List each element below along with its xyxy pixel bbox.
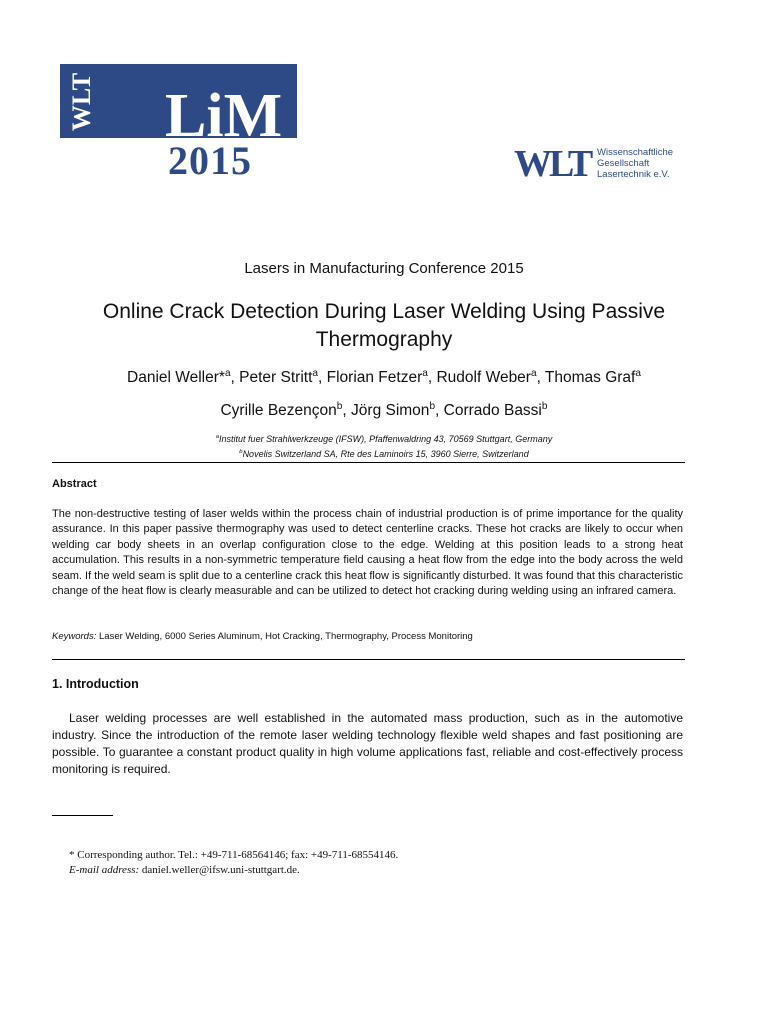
footnote-divider (52, 815, 113, 816)
divider (52, 659, 685, 660)
affiliation: $^b$Novelis Switzerland SA, Rte des Laminoirs 15, 3960 Sierre, Switzerland (239, 449, 529, 459)
logo-block-text: WLT (67, 72, 96, 132)
logo-word-text: LiM (165, 82, 283, 150)
footnote-corresponding-author: * Corresponding author. Tel.: +49-711-68564146; fax: +49-711-68554146. (69, 849, 399, 861)
author: Thomas Graf$^a$ (544, 367, 641, 386)
email-address: daniel.weller@ifsw.uni-stuttgart.de. (139, 864, 300, 876)
abstract-heading: Abstract (52, 478, 97, 490)
wlt-society-logo (514, 140, 684, 182)
author: Peter Stritt$^a$, (239, 367, 327, 386)
society-name-line: Wissenschaftliche (597, 147, 674, 158)
divider (52, 462, 685, 463)
affiliation: $^a$Institut fuer Strahlwerkzeuge (IFSW), Pfaffenwaldring 43, 70569 Stuttgart, Germany (215, 434, 553, 444)
author: Florian Fetzer$^a$, (326, 367, 437, 386)
paper-title (0, 298, 768, 354)
society-name-line: Lasertechnik e.V. (597, 169, 670, 180)
author: Rudolf Weber$^a$, (436, 367, 545, 386)
keywords-label: Keywords: (52, 631, 97, 642)
author-list-line2 (0, 402, 768, 420)
logo-year-text: 2015 (168, 138, 252, 178)
author: Jörg Simon$^b$, (351, 400, 444, 419)
society-name-line: Gesellschaft (597, 158, 650, 169)
email-label: E-mail address: (69, 864, 140, 876)
section-paragraph: Laser welding processes are well established in the automated mass production, such as in the automotive industry. Since the introduction of the remote laser welding technology flexible weld shapes and fast positioning are possible. To guarantee a constant product quality in high volume applications fast, reliable and cost-effectively process monitoring is required. (52, 711, 683, 776)
title-line: Thermography (315, 328, 453, 351)
keywords-text: Laser Welding, 6000 Series Aluminum, Hot Cracking, Thermography, Process Monitoring (96, 631, 473, 642)
lim-2015-logo (60, 62, 300, 178)
title-line: Online Crack Detection During Laser Welding Using Passive (102, 300, 666, 323)
keywords (52, 631, 692, 642)
footnote-email (69, 864, 300, 876)
conference-name: Lasers in Manufacturing Conference 2015 (244, 260, 524, 277)
author: Corrado Bassi$^b$ (443, 400, 548, 419)
society-mark-text: WLT (514, 143, 591, 182)
author: Cyrille Bezençon$^b$, (220, 400, 352, 419)
section-heading: 1. Introduction (52, 677, 139, 691)
author-list-line1 (0, 369, 768, 387)
author: Daniel Weller*$^a$, (127, 367, 240, 386)
abstract-text: The non-destructive testing of laser welds within the process chain of industrial production is of prime importance for the quality assurance. In this paper passive thermography was used to detect centerline cracks. These hot cracks are likely to occur when welding car body sheets in an overlap configuration close to the edge. Welding at this position leads to a strong heat accumulation. This results in a non-symmetric temperature field causing a heat flow from the edge into the body across the weld seam. If the weld seam is split due to a centerline crack this heat flow is significantly disturbed. It was found that this characteristic change of the heat flow is clearly measurable and can be utilized to detect hot cracking during welding using an infrared camera. (52, 508, 683, 598)
